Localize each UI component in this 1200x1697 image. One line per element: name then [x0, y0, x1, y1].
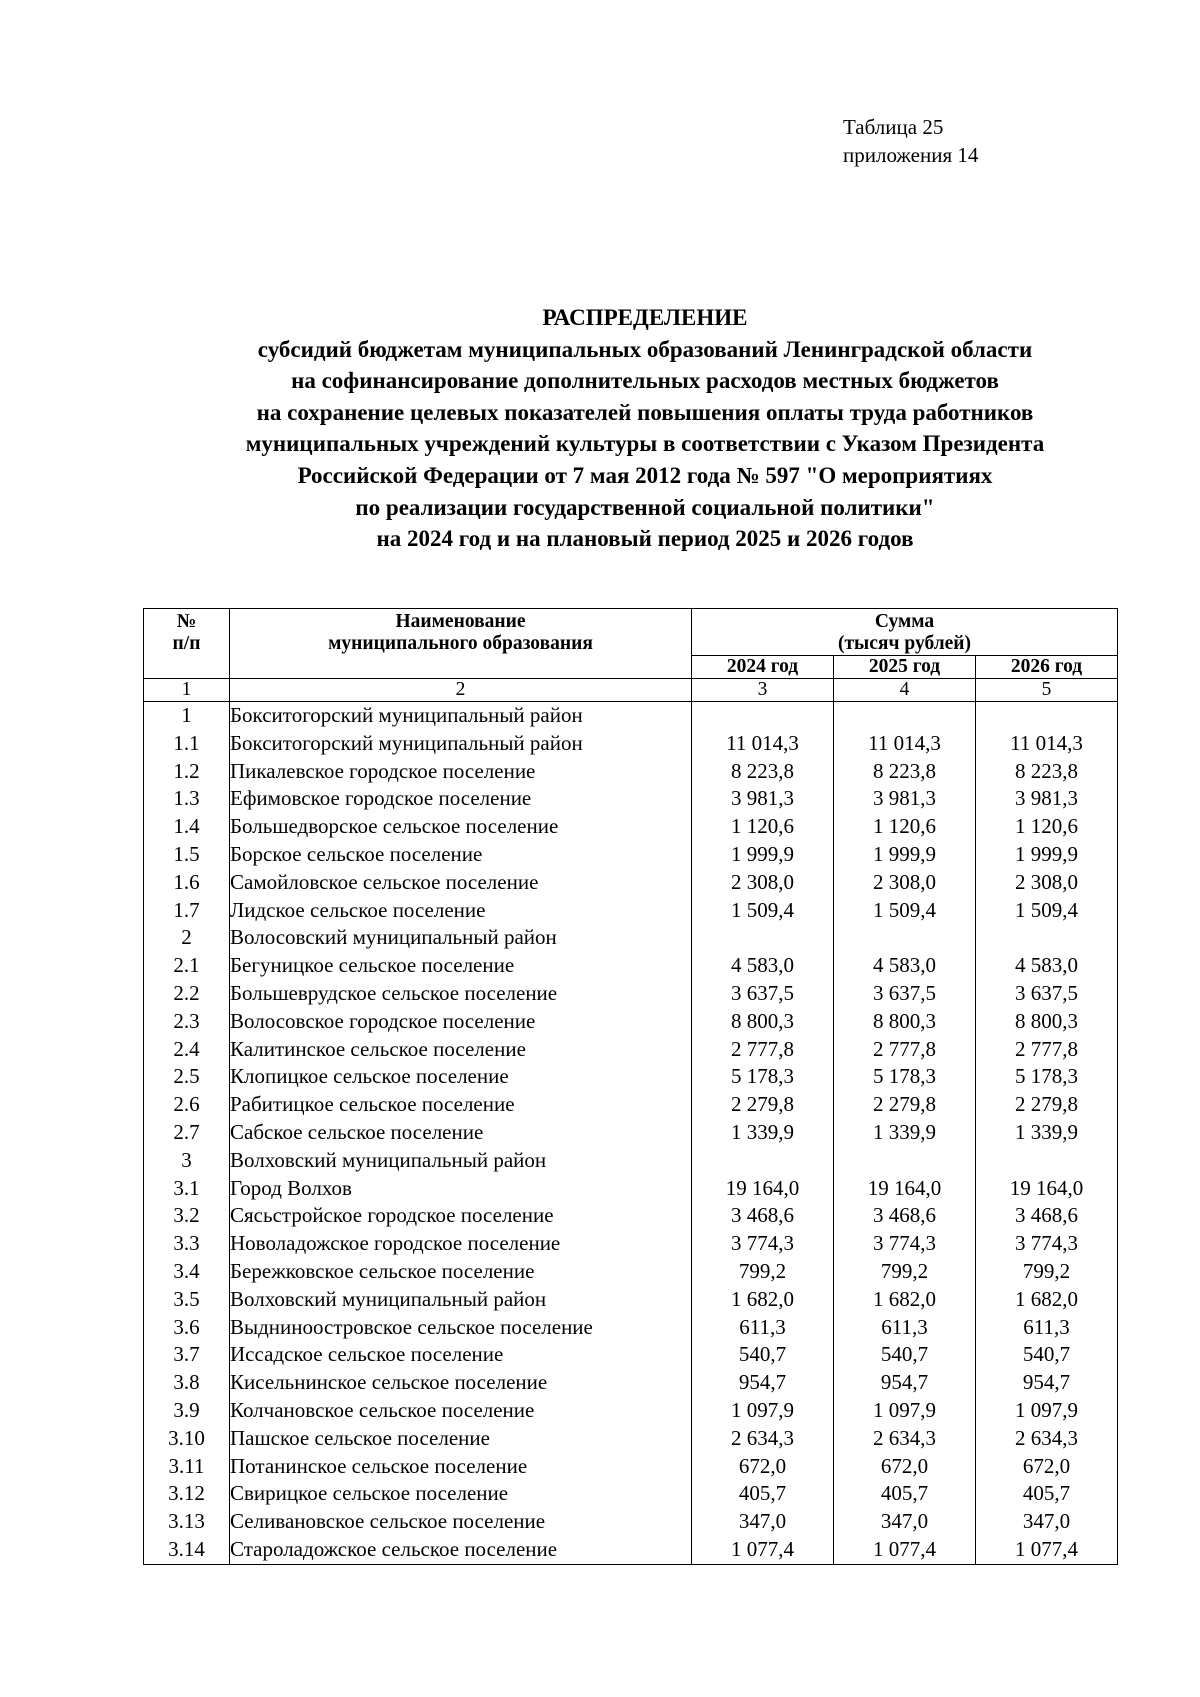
- table-row: [144, 813, 1118, 841]
- value-2025: 2 777,8: [834, 1036, 976, 1064]
- value-2026: [976, 924, 1118, 952]
- col-header-2024: 2024 год: [692, 656, 834, 679]
- row-name: Колчановское сельское поселение: [230, 1397, 692, 1425]
- table-row: [144, 758, 1118, 786]
- value-2026: 347,0: [976, 1508, 1118, 1536]
- col-header-2026: 2026 год: [976, 656, 1118, 679]
- value-2024: 540,7: [692, 1341, 834, 1369]
- value-2026: 1 682,0: [976, 1286, 1118, 1314]
- value-2026: 11 014,3: [976, 730, 1118, 758]
- table-row: [144, 1397, 1118, 1425]
- table-row: [144, 980, 1118, 1008]
- value-2026: 1 097,9: [976, 1397, 1118, 1425]
- title-line: субсидий бюджетам муниципальных образований Ленинградской области: [257, 336, 1033, 362]
- row-number: 3.12: [144, 1480, 230, 1508]
- value-2024: 2 308,0: [692, 869, 834, 897]
- row-number: 3.13: [144, 1508, 230, 1536]
- value-2026: [976, 702, 1118, 730]
- table-row: [144, 1341, 1118, 1369]
- value-2024: 11 014,3: [692, 730, 834, 758]
- value-2024: 5 178,3: [692, 1063, 834, 1091]
- value-2026: 8 223,8: [976, 758, 1118, 786]
- value-2025: 2 634,3: [834, 1425, 976, 1453]
- table-row: [144, 924, 1118, 952]
- row-name: Пашское сельское поселение: [230, 1425, 692, 1453]
- value-2025: 1 097,9: [834, 1397, 976, 1425]
- value-2024: 2 634,3: [692, 1425, 834, 1453]
- value-2026: [976, 1147, 1118, 1175]
- value-2026: 8 800,3: [976, 1008, 1118, 1036]
- value-2025: 8 223,8: [834, 758, 976, 786]
- value-2025: 1 120,6: [834, 813, 976, 841]
- row-number: 1.7: [144, 897, 230, 925]
- value-2025: 1 999,9: [834, 841, 976, 869]
- row-number: 3.7: [144, 1341, 230, 1369]
- value-2026: 2 279,8: [976, 1091, 1118, 1119]
- row-number: 2.6: [144, 1091, 230, 1119]
- table-number-label: Таблица 25: [843, 115, 944, 139]
- value-2025: [834, 1147, 976, 1175]
- value-2026: 1 339,9: [976, 1119, 1118, 1147]
- value-2026: 799,2: [976, 1258, 1118, 1286]
- table-row: [144, 1175, 1118, 1203]
- row-name: Калитинское сельское поселение: [230, 1036, 692, 1064]
- value-2025: 672,0: [834, 1453, 976, 1481]
- row-number: 3.3: [144, 1230, 230, 1258]
- value-2024: 1 509,4: [692, 897, 834, 925]
- row-name: Новоладожское городское поселение: [230, 1230, 692, 1258]
- col-header-number: № п/п: [144, 609, 230, 679]
- value-2026: 611,3: [976, 1314, 1118, 1342]
- column-number-row: [144, 679, 1118, 702]
- table-row: [144, 1091, 1118, 1119]
- row-number: 3: [144, 1147, 230, 1175]
- row-name: Волховский муниципальный район: [230, 1147, 692, 1175]
- value-2026: 3 981,3: [976, 785, 1118, 813]
- col-header-2025: 2025 год: [834, 656, 976, 679]
- value-2025: 2 308,0: [834, 869, 976, 897]
- row-name: Большедворское сельское поселение: [230, 813, 692, 841]
- row-name: Волховский муниципальный район: [230, 1286, 692, 1314]
- value-2024: 1 120,6: [692, 813, 834, 841]
- distribution-table: [143, 608, 1118, 1565]
- table-row: [144, 1369, 1118, 1397]
- row-name: Самойловское сельское поселение: [230, 869, 692, 897]
- table-row: [144, 1202, 1118, 1230]
- value-2024: 1 097,9: [692, 1397, 834, 1425]
- value-2024: 799,2: [692, 1258, 834, 1286]
- row-name: Ефимовское городское поселение: [230, 785, 692, 813]
- row-number: 3.4: [144, 1258, 230, 1286]
- table-body: [144, 702, 1118, 1565]
- value-2026: 540,7: [976, 1341, 1118, 1369]
- value-2025: 19 164,0: [834, 1175, 976, 1203]
- value-2026: 3 774,3: [976, 1230, 1118, 1258]
- table-row: [144, 841, 1118, 869]
- value-2025: 540,7: [834, 1341, 976, 1369]
- value-2024: 4 583,0: [692, 952, 834, 980]
- row-name: Староладожское сельское поселение: [230, 1536, 692, 1564]
- row-name: Волосовский муниципальный район: [230, 924, 692, 952]
- value-2024: 8 800,3: [692, 1008, 834, 1036]
- table-row: [144, 1314, 1118, 1342]
- row-name: Сясьстройское городское поселение: [230, 1202, 692, 1230]
- value-2024: 405,7: [692, 1480, 834, 1508]
- value-2025: 1 077,4: [834, 1536, 976, 1564]
- col-header-sum: Сумма (тысяч рублей): [692, 609, 1118, 656]
- value-2024: 3 774,3: [692, 1230, 834, 1258]
- value-2026: 1 509,4: [976, 897, 1118, 925]
- value-2025: 954,7: [834, 1369, 976, 1397]
- value-2026: 954,7: [976, 1369, 1118, 1397]
- value-2024: 954,7: [692, 1369, 834, 1397]
- row-number: 2.4: [144, 1036, 230, 1064]
- row-number: 2.7: [144, 1119, 230, 1147]
- table-row: [144, 1147, 1118, 1175]
- row-number: 1.6: [144, 869, 230, 897]
- table-row: [144, 1258, 1118, 1286]
- value-2026: 1 120,6: [976, 813, 1118, 841]
- row-number: 3.14: [144, 1536, 230, 1564]
- row-number: 3.2: [144, 1202, 230, 1230]
- column-number: 2: [230, 679, 692, 702]
- row-name: Борское сельское поселение: [230, 841, 692, 869]
- table-row: [144, 1008, 1118, 1036]
- row-number: 3.8: [144, 1369, 230, 1397]
- row-number: 1.4: [144, 813, 230, 841]
- row-number: 3.11: [144, 1453, 230, 1481]
- table-row: [144, 730, 1118, 758]
- row-name: Рабитицкое сельское поселение: [230, 1091, 692, 1119]
- value-2024: [692, 1147, 834, 1175]
- value-2025: 1 682,0: [834, 1286, 976, 1314]
- row-number: 3.9: [144, 1397, 230, 1425]
- value-2025: 3 774,3: [834, 1230, 976, 1258]
- table-row: [144, 1425, 1118, 1453]
- value-2025: 799,2: [834, 1258, 976, 1286]
- value-2024: 1 339,9: [692, 1119, 834, 1147]
- table-row: [144, 1536, 1118, 1564]
- value-2025: 3 468,6: [834, 1202, 976, 1230]
- value-2025: 3 981,3: [834, 785, 976, 813]
- value-2025: 4 583,0: [834, 952, 976, 980]
- row-name: Большеврудское сельское поселение: [230, 980, 692, 1008]
- column-number: 1: [144, 679, 230, 702]
- value-2026: 2 308,0: [976, 869, 1118, 897]
- row-name: Бокситогорский муниципальный район: [230, 702, 692, 730]
- table-row: [144, 897, 1118, 925]
- title-line: по реализации государственной социальной политики": [355, 494, 935, 520]
- row-name: Бокситогорский муниципальный район: [230, 730, 692, 758]
- value-2024: 2 777,8: [692, 1036, 834, 1064]
- table-row: [144, 702, 1118, 730]
- table-row: [144, 1230, 1118, 1258]
- row-name: Иссадское сельское поселение: [230, 1341, 692, 1369]
- table-row: [144, 1063, 1118, 1091]
- table-row: [144, 1480, 1118, 1508]
- col-header-name: Наименование муниципального образования: [230, 609, 692, 679]
- row-name: Клопицкое сельское поселение: [230, 1063, 692, 1091]
- row-number: 2.3: [144, 1008, 230, 1036]
- table-row: [144, 1036, 1118, 1064]
- row-name: Волосовское городское поселение: [230, 1008, 692, 1036]
- row-name: Лидское сельское поселение: [230, 897, 692, 925]
- value-2025: 405,7: [834, 1480, 976, 1508]
- row-number: 1: [144, 702, 230, 730]
- value-2026: 405,7: [976, 1480, 1118, 1508]
- table-reference: [843, 113, 978, 169]
- table-row: [144, 1508, 1118, 1536]
- row-number: 3.6: [144, 1314, 230, 1342]
- document-title: [0, 302, 1200, 555]
- value-2025: 3 637,5: [834, 980, 976, 1008]
- row-name: Город Волхов: [230, 1175, 692, 1203]
- row-number: 1.1: [144, 730, 230, 758]
- title-line: РАСПРЕДЕЛЕНИЕ: [542, 305, 748, 330]
- row-name: Выдниноостровское сельское поселение: [230, 1314, 692, 1342]
- value-2026: 1 077,4: [976, 1536, 1118, 1564]
- row-number: 3.5: [144, 1286, 230, 1314]
- row-number: 3.10: [144, 1425, 230, 1453]
- value-2024: 611,3: [692, 1314, 834, 1342]
- table-row: [144, 1119, 1118, 1147]
- row-number: 2: [144, 924, 230, 952]
- value-2026: 3 468,6: [976, 1202, 1118, 1230]
- value-2025: 611,3: [834, 1314, 976, 1342]
- table-row: [144, 952, 1118, 980]
- value-2024: [692, 924, 834, 952]
- table-row: [144, 785, 1118, 813]
- row-name: Сабское сельское поселение: [230, 1119, 692, 1147]
- table-row: [144, 869, 1118, 897]
- value-2024: 1 999,9: [692, 841, 834, 869]
- value-2025: [834, 924, 976, 952]
- column-number: 5: [976, 679, 1118, 702]
- row-number: 2.2: [144, 980, 230, 1008]
- row-name: Селивановское сельское поселение: [230, 1508, 692, 1536]
- value-2025: 8 800,3: [834, 1008, 976, 1036]
- row-number: 2.1: [144, 952, 230, 980]
- column-number: 3: [692, 679, 834, 702]
- table-row: [144, 1286, 1118, 1314]
- value-2026: 672,0: [976, 1453, 1118, 1481]
- row-name: Пикалевское городское поселение: [230, 758, 692, 786]
- title-line: муниципальных учреждений культуры в соответствии с Указом Президента: [245, 431, 1045, 457]
- table-row: [144, 1453, 1118, 1481]
- value-2024: 3 468,6: [692, 1202, 834, 1230]
- row-name: Бегуницкое сельское поселение: [230, 952, 692, 980]
- value-2025: 11 014,3: [834, 730, 976, 758]
- value-2025: 2 279,8: [834, 1091, 976, 1119]
- value-2025: 5 178,3: [834, 1063, 976, 1091]
- value-2024: 19 164,0: [692, 1175, 834, 1203]
- title-line: Российской Федерации от 7 мая 2012 года № 597 "О мероприятиях: [297, 462, 993, 488]
- title-line: на сохранение целевых показателей повышения оплаты труда работников: [256, 399, 1034, 425]
- value-2024: [692, 702, 834, 730]
- value-2026: 5 178,3: [976, 1063, 1118, 1091]
- column-number: 4: [834, 679, 976, 702]
- value-2026: 4 583,0: [976, 952, 1118, 980]
- row-name: Кисельнинское сельское поселение: [230, 1369, 692, 1397]
- value-2024: 8 223,8: [692, 758, 834, 786]
- row-name: Свирицкое сельское поселение: [230, 1480, 692, 1508]
- row-name: Потанинское сельское поселение: [230, 1453, 692, 1481]
- title-line: на софинансирование дополнительных расходов местных бюджетов: [291, 368, 999, 394]
- value-2024: 672,0: [692, 1453, 834, 1481]
- value-2025: 1 339,9: [834, 1119, 976, 1147]
- value-2024: 1 077,4: [692, 1536, 834, 1564]
- appendix-label: приложения 14: [843, 143, 979, 167]
- row-number: 3.1: [144, 1175, 230, 1203]
- title-line: на 2024 год и на плановый период 2025 и 2026 годов: [376, 526, 914, 552]
- value-2024: 3 981,3: [692, 785, 834, 813]
- value-2024: 1 682,0: [692, 1286, 834, 1314]
- value-2026: 19 164,0: [976, 1175, 1118, 1203]
- value-2024: 347,0: [692, 1508, 834, 1536]
- row-number: 2.5: [144, 1063, 230, 1091]
- value-2026: 3 637,5: [976, 980, 1118, 1008]
- value-2024: 3 637,5: [692, 980, 834, 1008]
- value-2026: 1 999,9: [976, 841, 1118, 869]
- row-number: 1.3: [144, 785, 230, 813]
- value-2025: 1 509,4: [834, 897, 976, 925]
- value-2026: 2 634,3: [976, 1425, 1118, 1453]
- row-number: 1.2: [144, 758, 230, 786]
- value-2026: 2 777,8: [976, 1036, 1118, 1064]
- row-number: 1.5: [144, 841, 230, 869]
- value-2025: 347,0: [834, 1508, 976, 1536]
- row-name: Бережковское сельское поселение: [230, 1258, 692, 1286]
- value-2024: 2 279,8: [692, 1091, 834, 1119]
- value-2025: [834, 702, 976, 730]
